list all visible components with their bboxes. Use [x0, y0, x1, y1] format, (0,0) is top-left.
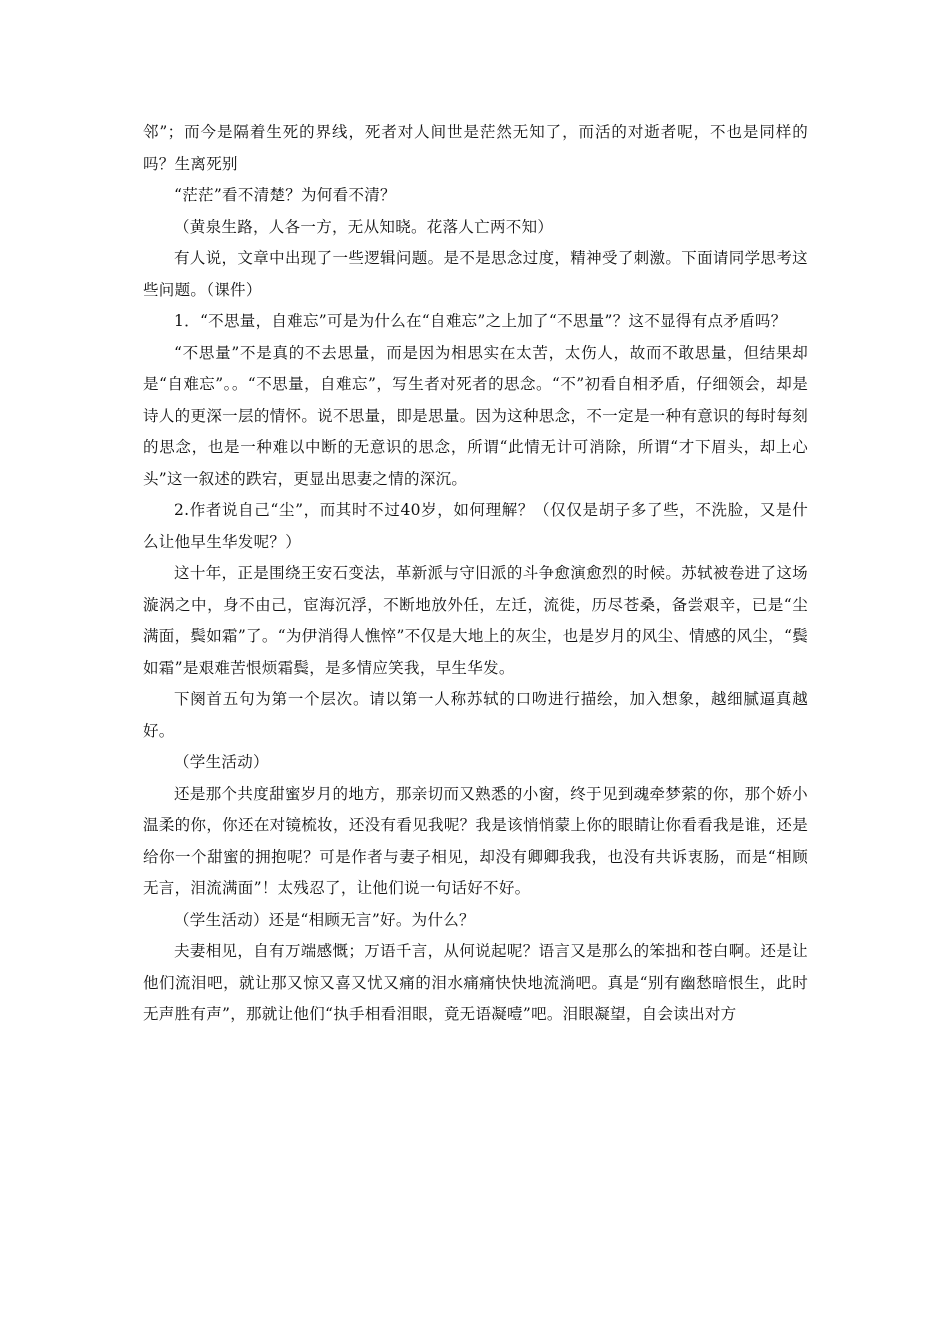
paragraph-continuation: 邻”；而今是隔着生死的界线，死者对人间世是茫然无知了，而活的对逝者呢，不也是同样的吗？生离死别 [143, 123, 808, 173]
paragraph-answer-huangquan: （黄泉生路，人各一方，无从知晓。花落人亡两不知） [174, 217, 554, 236]
paragraph-student-activity: （学生活动） [174, 753, 269, 771]
paragraph-explanation: 夫妻相见，自有万端感慨；万语千言，从何说起呢？语言又是那么的笨拙和苍白啊。还是让他们流泪吧，就让那又惊又喜又忧又痛的泪水痛痛快快地流淌吧。真是“别有幽愁暗恨生，此时无声胜有声”，那就让他们“执手相看泪眼，竟无语凝噎”吧。泪眼凝望，自会读出对方 [143, 942, 808, 1023]
document-body [143, 117, 808, 1031]
paragraph-answer-2: 这十年，正是围绕王安石变法，革新派与守旧派的斗争愈演愈烈的时候。苏轼被卷进了这场漩涡之中，身不由己，宦海沉浮，不断地放外任，左迁，流徙，历尽苍桑，备尝艰辛，已是“尘满面，鬓如霜”了。“为伊消得人憔悴”不仅是大地上的灰尘，也是岁月的风尘、情感的风尘，“鬓如霜”是艰难苦恨烦霜鬓，是多情应笑我，早生华发。 [143, 564, 808, 677]
paragraph-student-activity-why: （学生活动）还是“相顾无言”好。为什么？ [174, 910, 475, 929]
paragraph-question-2: 2.作者说自己“尘”，而其时不过40岁，如何理解？（仅仅是胡子多了些，不洗脸，又是什么让他早生华发呢？） [143, 501, 808, 551]
paragraph-question-1: 1．“不思量，自难忘”可是为什么在“自难忘”之上加了“不思量”？这不显得有点矛盾吗？ [174, 312, 787, 330]
paragraph-imagination: 还是那个共度甜蜜岁月的地方，那亲切而又熟悉的小窗，终于见到魂牵梦萦的你，那个娇小温柔的你，你还在对镜梳妆，还没有看见我呢？我是该悄悄蒙上你的眼睛让你看看我是谁，还是给你一个甜蜜的拥抱呢？可是作者与妻子相见，却没有卿卿我我，也没有共诉衷肠，而是“相顾无言，泪流满面”！太残忍了，让他们说一句话好不好。 [143, 784, 808, 897]
paragraph-question-mangmang: “茫茫”看不清楚？为何看不清？ [174, 186, 396, 204]
paragraph-logic-intro: 有人说，文章中出现了一些逻辑问题。是不是思念过度，精神受了刺激。下面请同学思考这些问题。（课件） [143, 249, 808, 299]
paragraph-task-xiaque: 下阕首五句为第一个层次。请以第一人称苏轼的口吻进行描绘，加入想象，越细腻逼真越好。 [143, 690, 808, 740]
paragraph-answer-1: “不思量”不是真的不去思量，而是因为相思实在太苦，太伤人，故而不敢思量，但结果却是“自难忘”。。“不思量，自难忘”，写生者对死者的思念。“不”初看自相矛盾，仔细领会，却是诗人的更深一层的情怀。说不思量，即是思量。因为这种思念，不一定是一种有意识的每时每刻的思念，也是一种难以中断的无意识的思念，所谓“此情无计可消除，所谓“才下眉头，却上心头”这一叙述的跌宕，更显出思妻之情的深沉。 [143, 343, 808, 488]
